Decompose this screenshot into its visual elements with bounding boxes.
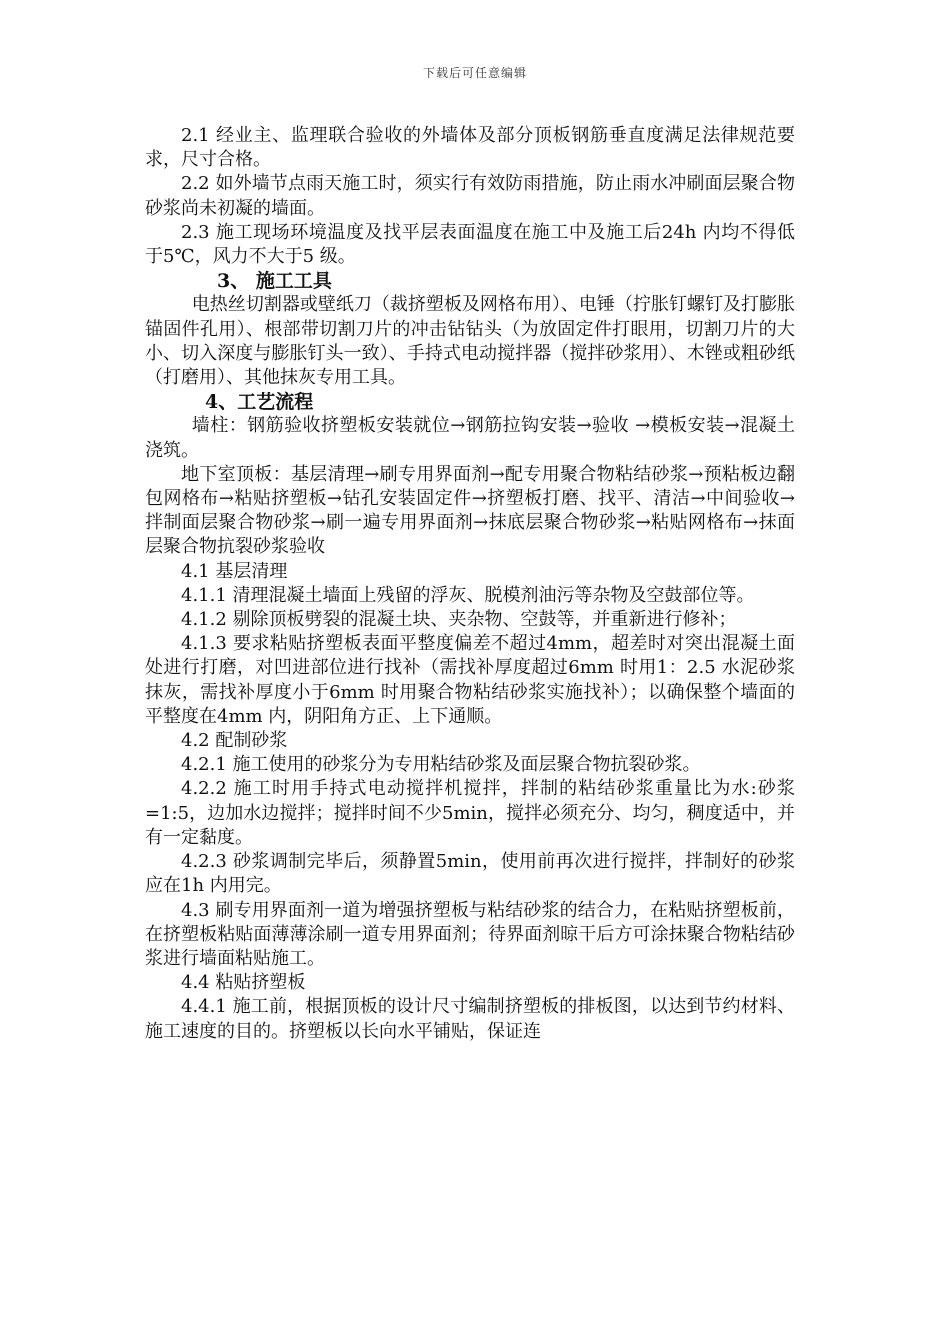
- paragraph-4-1-2: 4.1.2 剔除顶板劈裂的混凝土块、夹杂物、空鼓等，并重新进行修补；: [181, 609, 737, 631]
- paragraph-2-1: 2.1 经业主、监理联合验收的外墙体及部分顶板钢筋垂直度满足法律规范要求，尺寸合格。: [145, 125, 795, 171]
- section-heading-3: 3、 施工工具: [217, 270, 332, 293]
- subheading-4-1: 4.1 基层清理: [181, 560, 288, 582]
- paragraph-4-4-1: 4.4.1 施工前，根据顶板的设计尺寸编制挤塑板的排板图，以达到节约材料、施工速度的目的。挤塑板以长向水平铺贴，保证连: [145, 996, 795, 1042]
- paragraph-4-1-3: 4.1.3 要求粘贴挤塑板表面平整度偏差不超过4mm，超差时对突出混凝土面处进行打磨，对凹进部位进行找补（需找补厚度超过6mm 时用1：2.5 水泥砂浆抹灰，需找补厚度小于6mm 时用聚合物粘结砂浆实施找补）；以确保整个墙面的平整度在4mm 内，阴阳角方正、上下通顺。: [145, 633, 795, 727]
- paragraph-2-2: 2.2 如外墙节点雨天施工时，须实行有效防雨措施，防止雨水冲刷面层聚合物砂浆尚未初凝的墙面。: [145, 173, 795, 219]
- paragraph-4-2-3: 4.2.3 砂浆调制完毕后，须静置5min，使用前再次进行搅拌，拌制好的砂浆应在1h 内用完。: [145, 851, 795, 897]
- paragraph-wall-columns: 墙柱：钢筋验收挤塑板安装就位→钢筋拉钩安装→验收 →模板安装→混凝土浇筑。: [145, 415, 795, 461]
- subheading-4-2: 4.2 配制砂浆: [181, 730, 288, 752]
- paragraph-tools: 电热丝切割器或壁纸刀（裁挤塑板及网格布用）、电锤（拧胀钉螺钉及打膨胀锚固件孔用）、根部带切割刀片的冲击钻钻头（为放固定件打眼用，切割刀片的大小、切入深度与膨胀钉头一致）、手持式电动搅拌器（搅拌砂浆用）、木锉或粗砂纸（打磨用）、其他抹灰专用工具。: [145, 294, 795, 389]
- paragraph-4-3: 4.3 刷专用界面剂一道为增强挤塑板与粘结砂浆的结合力，在粘贴挤塑板前，在挤塑板粘贴面薄薄涂刷一道专用界面剂；待界面剂晾干后方可涂抹聚合物粘结砂浆进行墙面粘贴施工。: [145, 899, 795, 969]
- subheading-4-4: 4.4 粘贴挤塑板: [181, 972, 306, 994]
- paragraph-4-2-2: 4.2.2 施工时用手持式电动搅拌机搅拌，拌制的粘结砂浆重量比为水:砂浆=1:5，边加水边搅拌；搅拌时间不少5min，搅拌必须充分、均匀，稠度适中，并有一定黏度。: [145, 778, 795, 848]
- paragraph-4-2-1: 4.2.1 施工使用的砂浆分为专用粘结砂浆及面层聚合物抗裂砂浆。: [181, 754, 701, 776]
- paragraph-4-1-1: 4.1.1 清理混凝土墙面上残留的浮灰、脱模剂油污等杂物及空鼓部位等。: [181, 584, 755, 606]
- paragraph-basement-roof: 地下室顶板：基层清理→刷专用界面剂→配专用聚合物粘结砂浆→预粘板边翻包网格布→粘贴挤塑板→钻孔安装固定件→挤塑板打磨、找平、清洁→中间验收→拌制面层聚合物砂浆→刷一遍专用界面剂→抹底层聚合物砂浆→粘贴网格布→抹面层聚合物抗裂砂浆验收: [145, 463, 795, 558]
- document-body: [145, 124, 795, 1044]
- header-note: 下载后可任意编辑: [422, 66, 527, 80]
- paragraph-2-3: 2.3 施工现场环境温度及找平层表面温度在施工中及施工后24h 内均不得低于5℃，风力不大于5 级。: [145, 221, 795, 268]
- section-heading-4: 4、工艺流程: [205, 391, 314, 414]
